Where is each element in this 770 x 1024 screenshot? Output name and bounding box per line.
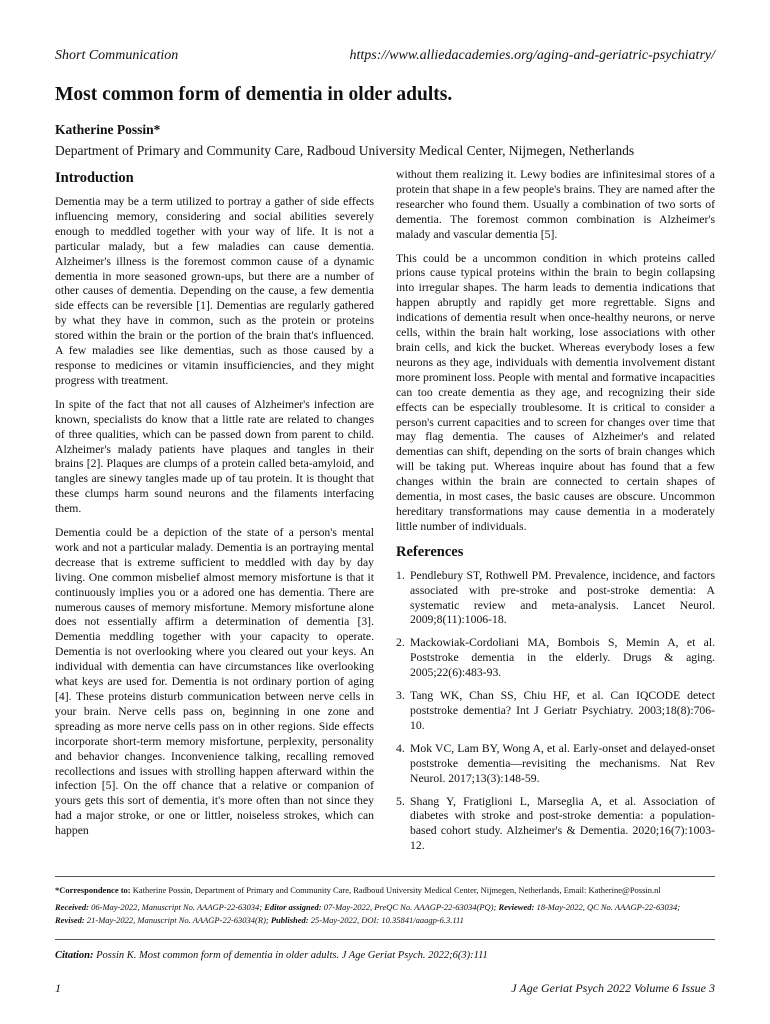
editor-text: 07-May-2022, PreQC No. AAAGP-22-63034(PQ); xyxy=(323,902,497,912)
author-affiliation: Department of Primary and Community Care, Radboud University Medical Center, Nijmegen, Netherlands xyxy=(55,143,635,158)
right-column xyxy=(396,168,715,862)
revised-label: Revised: xyxy=(55,915,85,925)
body-paragraph: This could be a uncommon condition in which proteins called prions cause typical proteins within the brain to begin collapsing into irregular shapes. The harm leads to dementia indications that happen abruptly and rapidly get more regrettable. Signs and indications of dementia result when once-healthy neurons, or nerve cells, within the brain halt working, lose associations with other brain cells, and kick the bucket. Whereas everybody loses a few neurons as they age, individuals with dementia involvement distant more prominent loss. People with mental and formative incapacities can too create dementia as they age, and recognizing their side effects can be especially troublesome. It is critical to consider a person's current capacities and to screen for changes over time that may flag dementia. The causes of Alzheimer's and related dementias can shift, depending on the sorts of brain changes which will be taking put. Whereas inquire about has found that a few changes within the brain are connected to certain shapes of dementia, in most cases, the basic causes are obscure. Uncommon hereditary transformations may cause dementia in a moderately little number of individuals. xyxy=(396,251,715,533)
body-paragraph: without them realizing it. Lewy bodies are infinitesimal stores of a protein that shape in a few people's brains. They are named after the researcher who found them. Usually a combination of two sorts of dementia. The foremost common combination is Alzheimer's malady and vascular dementia [5]. xyxy=(396,168,715,241)
received-label: Received: xyxy=(55,902,89,912)
received-text: 06-May-2022, Manuscript No. AAAGP-22-63034; xyxy=(91,902,263,912)
reference-number: 2. xyxy=(396,636,405,650)
reference-item xyxy=(396,689,715,734)
reference-list xyxy=(396,569,715,854)
footnote-block xyxy=(55,884,715,931)
article-page xyxy=(55,0,715,1024)
reference-text: Mackowiak-Cordoliani MA, Bombois S, Memin A, et al. Poststroke dementia in the elderly. Drugs & aging. 2005;22(6):483-93. xyxy=(410,636,715,680)
reference-text: Mok VC, Lam BY, Wong A, et al. Early-onset and delayed-onset poststroke dementia—revisiting the mechanisms. Nat Rev Neurol. 2017;13(3):148-59. xyxy=(410,741,715,785)
left-column xyxy=(55,168,374,848)
journal-issue: J Age Geriat Psych 2022 Volume 6 Issue 3 xyxy=(511,981,715,995)
reviewed-label: Reviewed: xyxy=(498,902,535,912)
references-heading: References xyxy=(396,543,464,560)
introduction-heading: Introduction xyxy=(55,170,134,186)
page-number: 1 xyxy=(55,981,61,995)
body-paragraph: In spite of the fact that not all causes of Alzheimer's infection are known, specialists do know that a little rate are related to changes of three qualities, which can be passed down from parent to child. Alzheimer's malady patients have plaques and tangles in their brains [2]. Plaques are clumps of a protein called beta-amyloid, and tangles are sinewy tangles made up of tau protein. It is thought that these clumps harm sound neurons and the filaments interfacing them. xyxy=(55,397,374,516)
reference-text: Tang WK, Chan SS, Chiu HF, et al. Can IQCODE detect poststroke dementia? Int J Geriatr Psychiatry. 2003;18(8):706-10. xyxy=(410,689,715,732)
reference-number: 4. xyxy=(396,741,405,755)
citation-label: Citation: xyxy=(55,950,94,961)
footnote-divider xyxy=(55,876,715,877)
editor-label: Editor assigned: xyxy=(264,902,322,912)
correspondence-text: Katherine Possin, Department of Primary and Community Care, Radboud University Medical Center, Nijmegen, Netherlands, Email: Katherine@Possin.nl xyxy=(132,885,661,895)
reviewed-text: 18-May-2022, QC No. AAAGP-22-63034; xyxy=(536,902,681,912)
reference-item xyxy=(396,795,715,855)
published-label: Published: xyxy=(270,915,309,925)
article-type-label: Short Communication xyxy=(55,48,179,63)
manuscript-dates xyxy=(55,901,715,927)
reference-number: 1. xyxy=(396,568,405,582)
revised-text: 21-May-2022, Manuscript No. AAAGP-22-63034(R); xyxy=(86,915,269,925)
article-title: Most common form of dementia in older adults. xyxy=(55,84,453,105)
reference-number: 3. xyxy=(396,689,405,703)
reference-item xyxy=(396,742,715,787)
reference-text: Shang Y, Fratiglioni L, Marseglia A, et al. Association of diabetes with stroke and post-stroke dementia: a population-based cohort study. Alzheimer's & Dementia. 2020;16(7):1003-12. xyxy=(410,794,715,853)
journal-url-link[interactable]: https://www.alliedacademies.org/aging-and-geriatric-psychiatry/ xyxy=(349,48,715,63)
citation-divider xyxy=(55,939,715,940)
citation-line xyxy=(55,950,715,961)
correspondence-note xyxy=(55,884,715,897)
reference-text: Pendlebury ST, Rothwell PM. Prevalence, incidence, and factors associated with pre-stroke and post-stroke dementia: A systematic review and meta-analysis. Lancet Neurol. 2009;8(11):1006-18. xyxy=(410,568,715,627)
citation-text: Possin K. Most common form of dementia in older adults. J Age Geriat Psych. 2022;6(3):111 xyxy=(96,950,488,961)
reference-number: 5. xyxy=(396,794,405,808)
author-name: Katherine Possin* xyxy=(55,122,161,137)
published-text: 25-May-2022, DOI: 10.35841/aaagp-6.3.111 xyxy=(310,915,464,925)
reference-item xyxy=(396,636,715,681)
correspondence-label: *Correspondence to: xyxy=(55,885,131,895)
reference-item xyxy=(396,569,715,629)
body-paragraph: Dementia may be a term utilized to portray a gather of side effects influencing memory, considering and social abilities severely enough to meddled together with your way of life. It is not a particular malady, but a few maladies can cause dementia. Alzheimer's illness is the foremost common cause of a dynamic dementia in more seasoned grown-ups, but there are a number of other causes of dementia. Depending on the cause, a few dementia side effects can be reversible [1]. Dementias are regularly gathered by what they have in common, such as the protein or proteins stored within the brain or the portion of the brain that's influenced. A few maladies see like dementias, such as those caused by a response to medicines or vitamin insufficiencies, and they might progress with treatment. xyxy=(55,195,374,387)
body-paragraph: Dementia could be a depiction of the state of a person's mental work and not a particular malady. Dementia is an portraying mental decrease that is extreme sufficient to meddled with day by day living. One common misbelief almost memory misfortune is that it continuously implies you or a adored one has dementia. There are numerous causes of memory misfortune. Memory misfortune alone does not essentially affirm a determination of dementia [3]. Dementia meddling together with your capacity to operate. Dementia is not overlooking where you cleared out your keys. An individual with dementia can have circumstances like overlooking what keys are used for. Dementia is not ordinary portion of aging [4]. These proteins disturb communication between nerve cells in your brain. Nerve cells pass on, beginning in one zone and spreading as more nerve cells pass on in other regions. Side effects incorporate short-term memory misfortune, perplexity, personality and behavior changes. Inconvenience talking, recalling removed recollections and issues with strolling happen afterward within the infection [5]. On the off chance that a relative or companion of yours gets this sort of dementia, it's more often than not since they had a major stroke, or one or littler, noiseless strokes, which can happen xyxy=(55,526,374,838)
